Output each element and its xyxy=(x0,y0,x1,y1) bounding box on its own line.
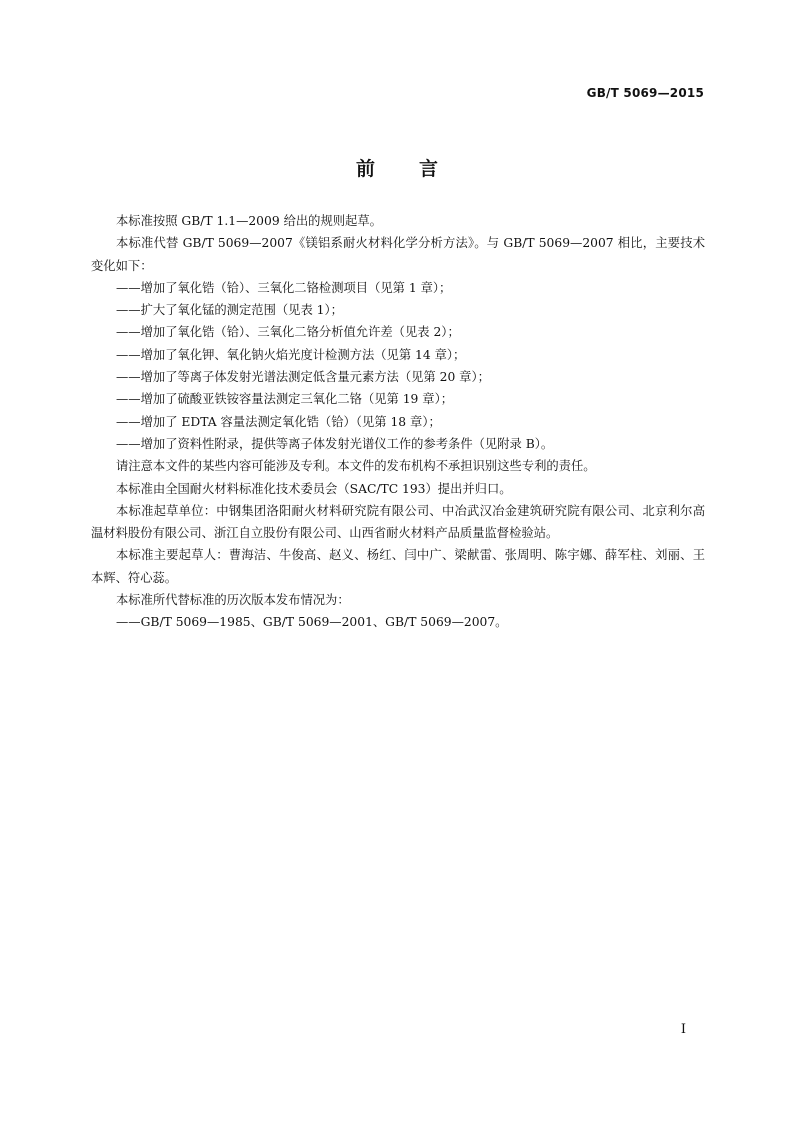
paragraph-drafting-units: 本标准起草单位：中钢集团洛阳耐火材料研究院有限公司、中冶武汉冶金建筑研究院有限公司、北京利尔高温材料股份有限公司、浙江自立股份有限公司、山西省耐火材料产品质量监督检验站。 xyxy=(91,503,705,541)
list-item-history: ——GB/T 5069—1985、GB/T 5069—2001、GB/T 5069—2007。 xyxy=(116,615,508,630)
page-title: 前言 xyxy=(355,158,482,180)
paragraph-drafters: 本标准主要起草人：曹海洁、牛俊高、赵义、杨红、闫中广、梁献雷、张周明、陈宇娜、薛军柱、刘丽、王本辉、符心蕊。 xyxy=(91,548,705,585)
list-item-change-5: ——增加了等离子体发射光谱法测定低含量元素方法（见第 20 章）； xyxy=(116,370,490,385)
standard-number: GB/T 5069—2015 xyxy=(586,86,704,100)
paragraph-history-intro: 本标准所代替标准的历次版本发布情况为： xyxy=(116,593,350,608)
list-item-change-1: ——增加了氧化锆（铪）、三氧化二铬检测项目（见第 1 章）； xyxy=(116,280,452,295)
paragraph-drafting-rules: 本标准按照 GB/T 1.1—2009 给出的规则起草。 xyxy=(116,214,382,228)
paragraph-replacement: 本标准代替 GB/T 5069—2007《镁铝系耐火材料化学分析方法》。与 GB/T 5069—2007 相比，主要技术变化如下： xyxy=(91,236,705,273)
list-item-change-4: ——增加了氧化钾、氧化钠火焰光度计检测方法（见第 14 章）； xyxy=(116,347,466,362)
foreword-body xyxy=(91,210,705,634)
list-item-change-3: ——增加了氧化锆（铪）、三氧化二铬分析值允许差（见表 2）； xyxy=(116,325,460,340)
paragraph-patent-notice: 请注意本文件的某些内容可能涉及专利。本文件的发布机构不承担识别这些专利的责任。 xyxy=(116,459,596,474)
list-item-change-6: ——增加了硫酸亚铁铵容量法测定三氧化二铬（见第 19 章）； xyxy=(116,392,454,407)
page-number: I xyxy=(680,1022,686,1037)
list-item-change-8: ——增加了资料性附录，提供等离子体发射光谱仪工作的参考条件（见附录 B）。 xyxy=(116,436,554,451)
list-item-change-2: ——扩大了氧化锰的测定范围（见表 1）； xyxy=(116,303,343,318)
paragraph-committee: 本标准由全国耐火材料标准化技术委员会（SAC/TC 193）提出并归口。 xyxy=(116,481,512,496)
list-item-change-7: ——增加了 EDTA 容量法测定氧化锆（铪）（见第 18 章）； xyxy=(116,414,441,429)
